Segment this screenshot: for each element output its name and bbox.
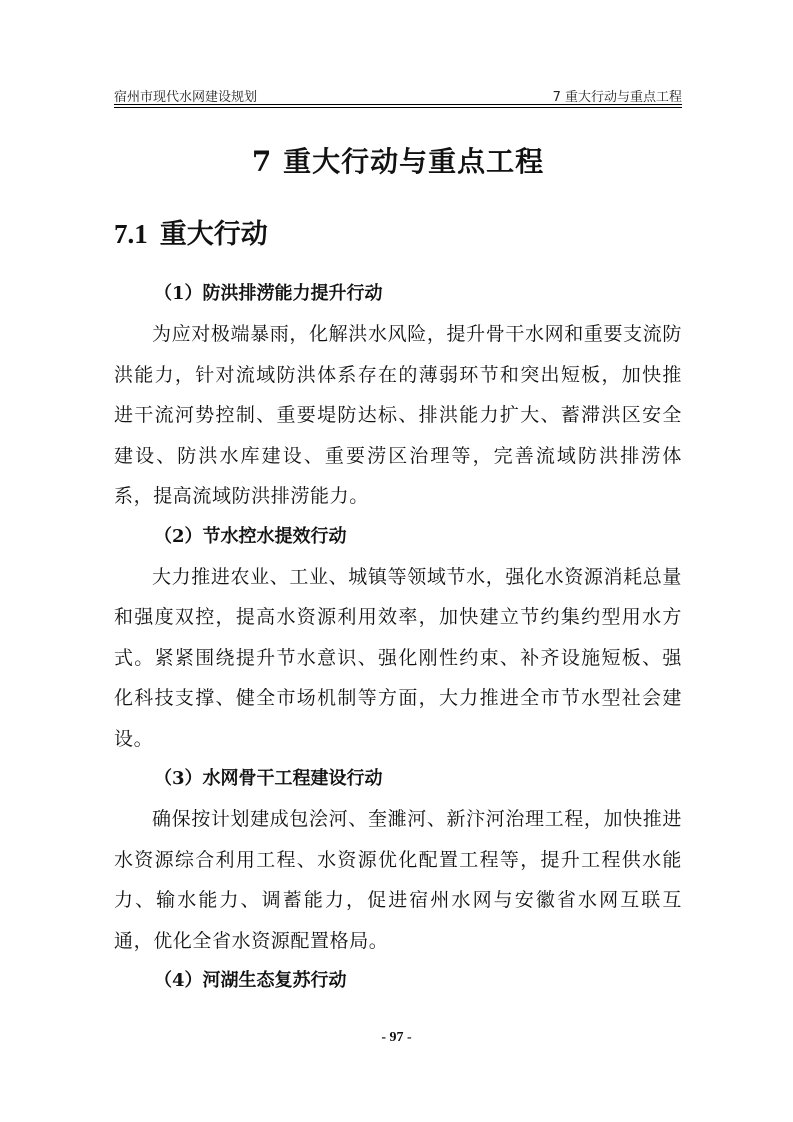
section-title: 重大行动 bbox=[159, 219, 268, 250]
page-body bbox=[114, 274, 682, 1001]
header-document-title: 宿州市现代水网建设规划 bbox=[114, 90, 258, 105]
action-paragraph-3: 确保按计划建成包浍河、奎濉河、新汴河治理工程，加快推进水资源综合利用工程、水资源优化配置工程等，提升工程供水能力、输水能力、调蓄能力，促进宿州水网与安徽省水网互联互通，优化全省水资源配置格局。 bbox=[114, 808, 682, 952]
page-number: - 97 - bbox=[381, 1030, 412, 1045]
chapter-title: 7 重大行动与重点工程 bbox=[251, 145, 545, 178]
action-paragraph-2: 大力推进农业、工业、城镇等领域节水，强化水资源消耗总量和强度双控，提高水资源利用效率，加快建立节约集约型用水方式。紧紧围绕提升节水意识、强化刚性约束、补齐设施短板、强化科技支撑、健全市场机制等方面，大力推进全市节水型社会建设。 bbox=[114, 565, 682, 750]
action-heading-4: （4）河湖生态复苏行动 bbox=[154, 970, 347, 991]
section-heading bbox=[114, 212, 268, 251]
action-heading-2: （2）节水控水提效行动 bbox=[154, 525, 347, 547]
action-paragraph-1: 为应对极端暴雨，化解洪水风险，提升骨干水网和重要支流防洪能力，针对流域防洪体系存在的薄弱环节和突出短板，加快推进干流河势控制、重要堤防达标、排洪能力扩大、蓄滞洪区安全建设、防洪水库建设、重要涝区治理等，完善流域防洪排涝体系，提高流域防洪排涝能力。 bbox=[114, 323, 682, 507]
running-header bbox=[114, 86, 682, 105]
header-chapter-title: 7 重大行动与重点工程 bbox=[552, 90, 682, 105]
header-divider bbox=[114, 104, 682, 105]
action-heading-3: （3）水网骨干工程建设行动 bbox=[154, 768, 383, 789]
section-number: 7.1 bbox=[114, 219, 148, 249]
header-divider-thin bbox=[114, 107, 682, 108]
action-heading-1: （1）防洪排涝能力提升行动 bbox=[154, 283, 383, 304]
